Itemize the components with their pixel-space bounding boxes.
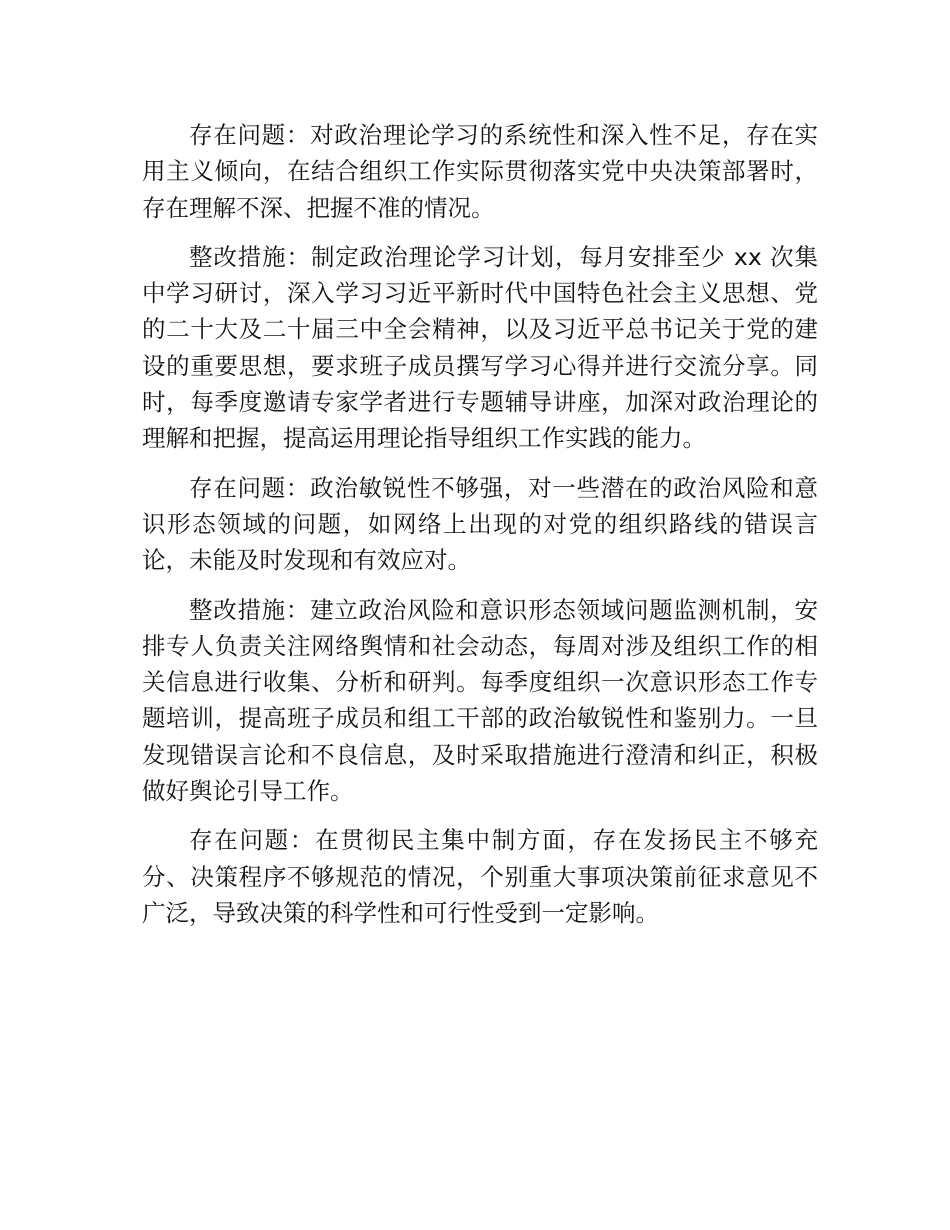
paragraph-measure-1: 整改措施：制定政治理论学习计划，每月安排至少 xx 次集中学习研讨，深入学习习近平新时代中国特色社会主义思想、党的二十大及二十届三中全会精神，以及习近平总书记关于党的建设的重要思想，要求班子成员撰写学习心得并进行交流分享。同时，每季度邀请专家学者进行专题辅导讲座，加深对政治理论的理解和把握，提高运用理论指导组织工作实践的能力。 — [142, 242, 818, 453]
document-body — [142, 117, 818, 944]
paragraph-problem-1: 存在问题：对政治理论学习的系统性和深入性不足，存在实用主义倾向，在结合组织工作实际贯彻落实党中央决策部署时，存在理解不深、把握不准的情况。 — [142, 121, 818, 222]
paragraph-measure-2: 整改措施：建立政治风险和意识形态领域问题监测机制，安排专人负责关注网络舆情和社会动态，每周对涉及组织工作的相关信息进行收集、分析和研判。每季度组织一次意识形态工作专题培训，提高班子成员和组工干部的政治敏锐性和鉴别力。一旦发现错误言论和不良信息，及时采取措施进行澄清和纠正，积极做好舆论引导工作。 — [142, 595, 818, 806]
paragraph-problem-3: 存在问题：在贯彻民主集中制方面，存在发扬民主不够充分、决策程序不够规范的情况，个别重大事项决策前征求意见不广泛，导致决策的科学性和可行性受到一定影响。 — [142, 826, 818, 927]
paragraph-problem-2: 存在问题：政治敏锐性不够强，对一些潜在的政治风险和意识形态领域的问题，如网络上出现的对党的组织路线的错误言论，未能及时发现和有效应对。 — [142, 473, 818, 575]
